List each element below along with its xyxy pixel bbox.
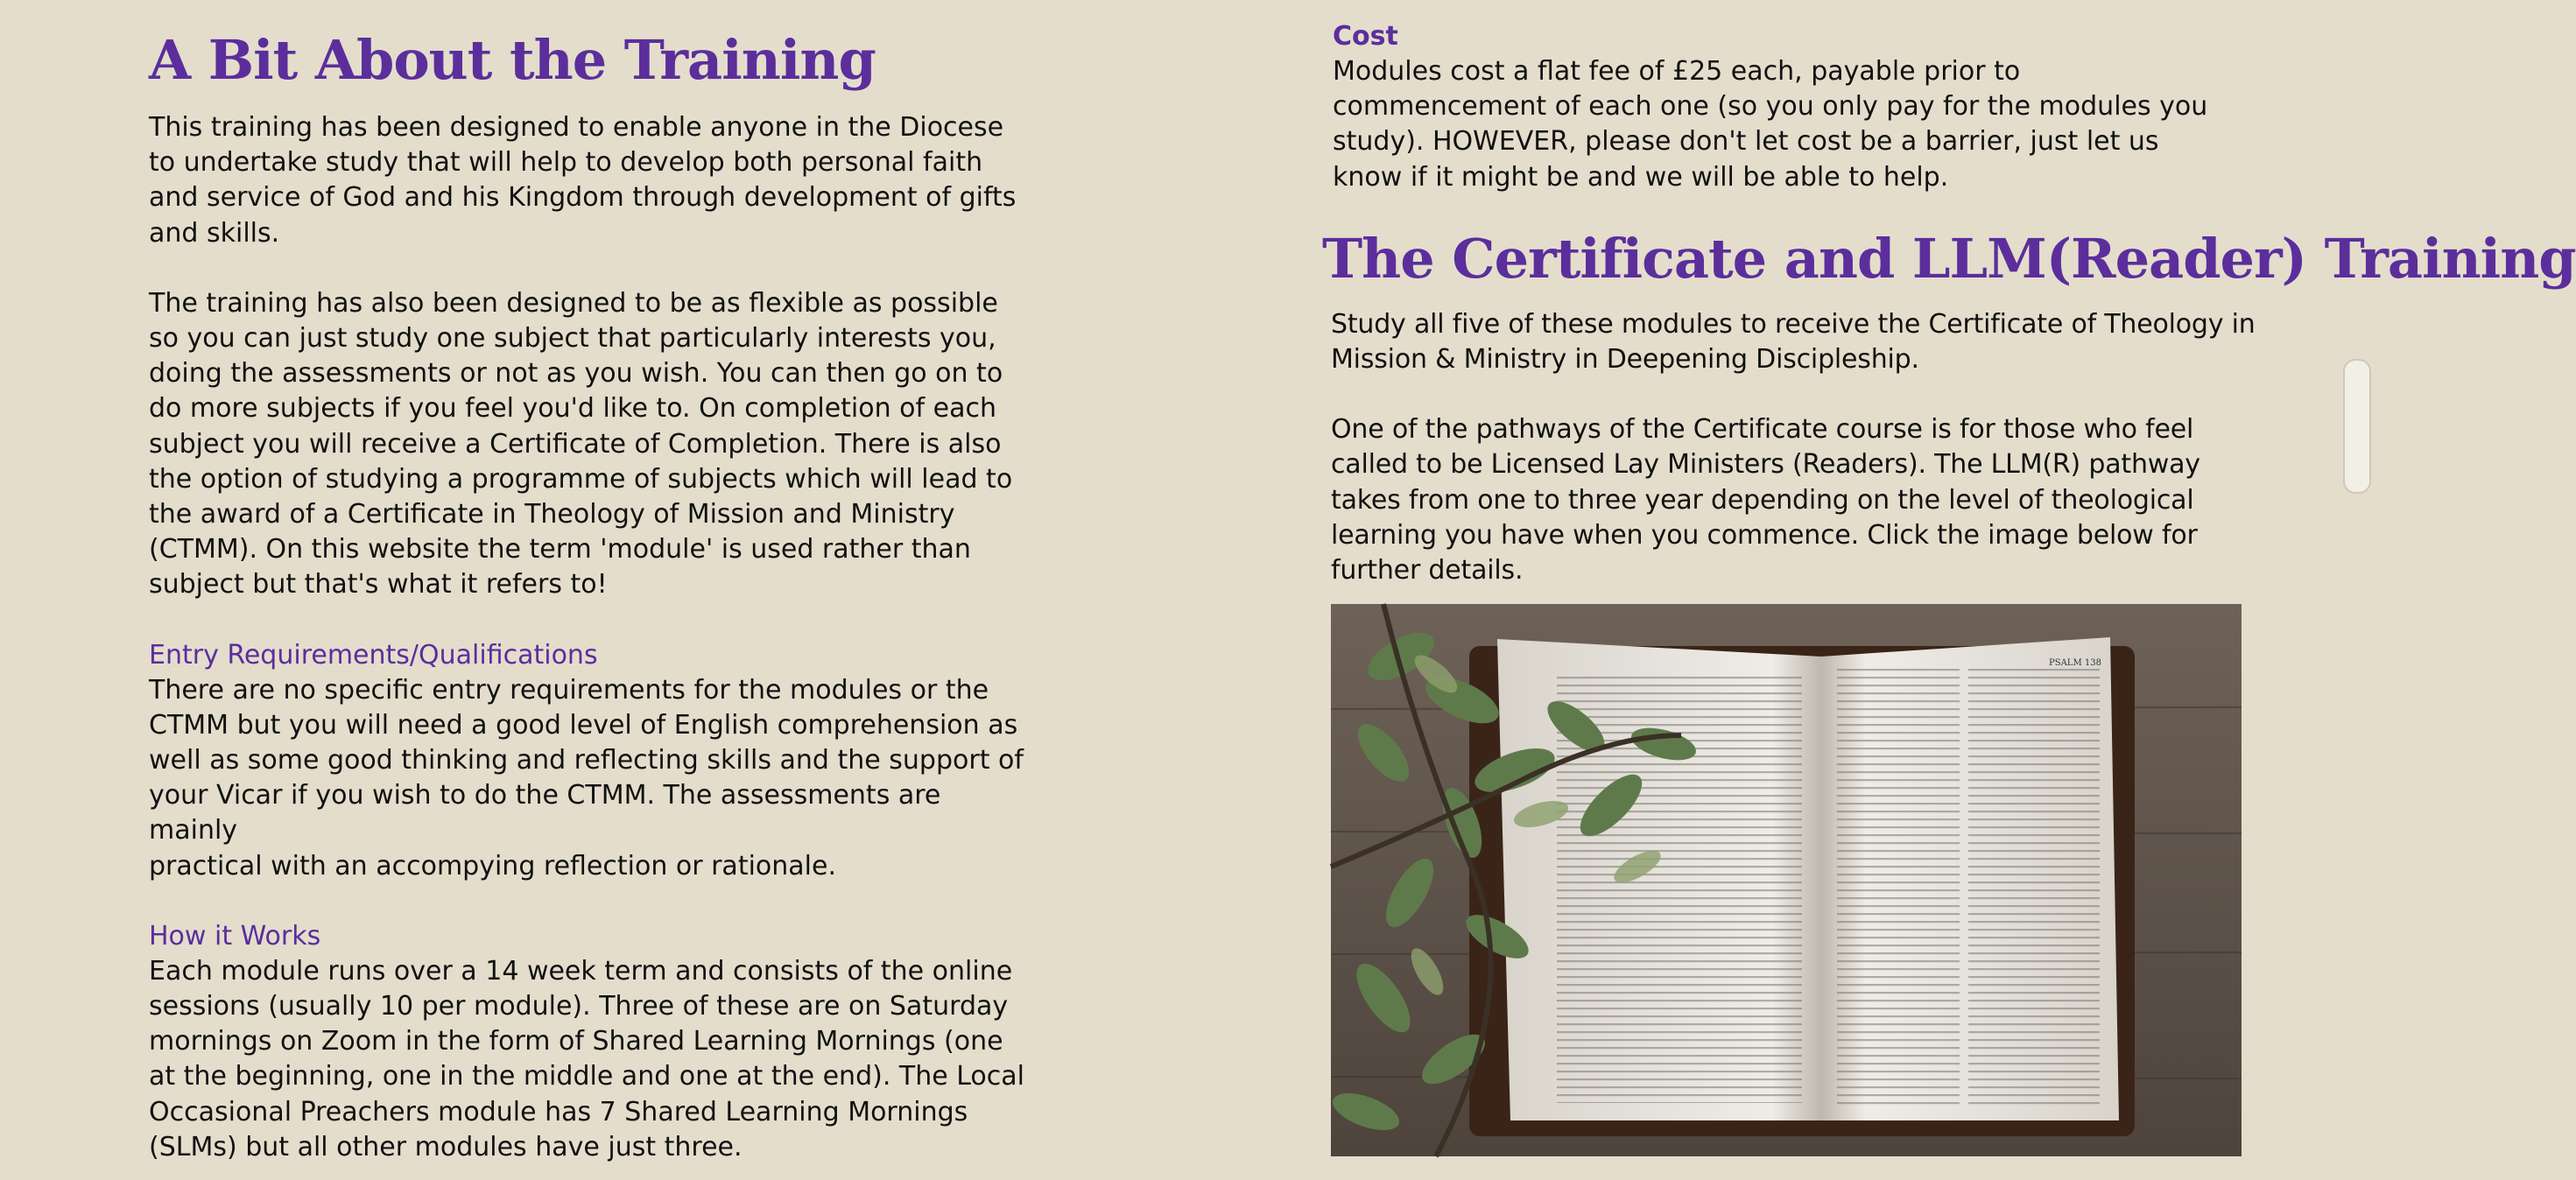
- entry-requirements-text: There are no specific entry requirements for the modules or the CTMM but you will need a good level of English comprehension as well as some good thinking and reflecting skills and the support of your Vicar if you wish to do the CTMM. The assessments are mainly practical with an accompying reflection or rationale.: [149, 674, 1024, 881]
- open-bible-image-link[interactable]: [1331, 604, 2242, 1156]
- llm-pathway-paragraph: One of the pathways of the Certificate course is for those who feel called to be Licensed Lay Ministers (Readers). The LLM(R) pathway takes from one to three year depending on the level of theological learning you have when you commence. Click the image below for further details.: [1331, 414, 2200, 586]
- how-it-works-heading: How it Works: [149, 920, 321, 952]
- certificate-paragraph: Study all five of these modules to receive the Certificate of Theology in Mission & Ministry in Deepening Discipleship.: [1331, 308, 2256, 376]
- svg-text:PSALM 138: PSALM 138: [2049, 658, 2101, 669]
- cost-heading: Cost: [1333, 21, 1398, 52]
- certificate-title: The Certificate and LLM(Reader) Training: [1322, 226, 2576, 291]
- cost-text: Modules cost a flat fee of £25 each, payable prior to commencement of each one (so you only pay for the modules you study). HOWEVER, please don't let cost be a barrier, just let us know if it might be and we will be able to help.: [1333, 56, 2208, 193]
- page-title: A Bit About the Training: [149, 28, 876, 92]
- how-it-works-text: Each module runs over a 14 week term and consists of the online sessions (usually 10 per module). Three of these are on Saturday mornings on Zoom in the form of Shared Learning Mornings (one at the beginning, one in the middle and one at the end). The Local Occasional Preachers module has 7 Shared Learning Mornings (SLMs) but all other modules have just three.: [149, 955, 1024, 1162]
- open-bible-photo-icon: [1331, 604, 2242, 1156]
- flexibility-paragraph: The training has also been designed to be as flexible as possible so you can just study one subject that particularly interests you, doing the assessments or not as you wish. You can then go on to do more subjects if you feel you'd like to. On completion of each subject you will receive a Certificate of Completion. There is also the option of studying a programme of subjects which will lead to the award of a Certificate in Theology of Mission and Ministry (CTMM). On this website the term 'module' is used rather than subject but that's what it refers to!: [149, 287, 1013, 601]
- entry-requirements-section: [149, 638, 1024, 884]
- entry-requirements-heading: Entry Requirements/Qualifications: [149, 639, 598, 671]
- intro-paragraph: This training has been designed to enable anyone in the Diocese to undertake study that will help to develop both personal faith and service of God and his Kingdom through development of gifts and skills.: [149, 112, 1017, 249]
- side-scroll-tab[interactable]: [2343, 359, 2371, 494]
- training-info-column: [149, 25, 1024, 1165]
- certificate-column: [1322, 19, 2576, 1156]
- how-it-works-section: [149, 919, 1024, 1165]
